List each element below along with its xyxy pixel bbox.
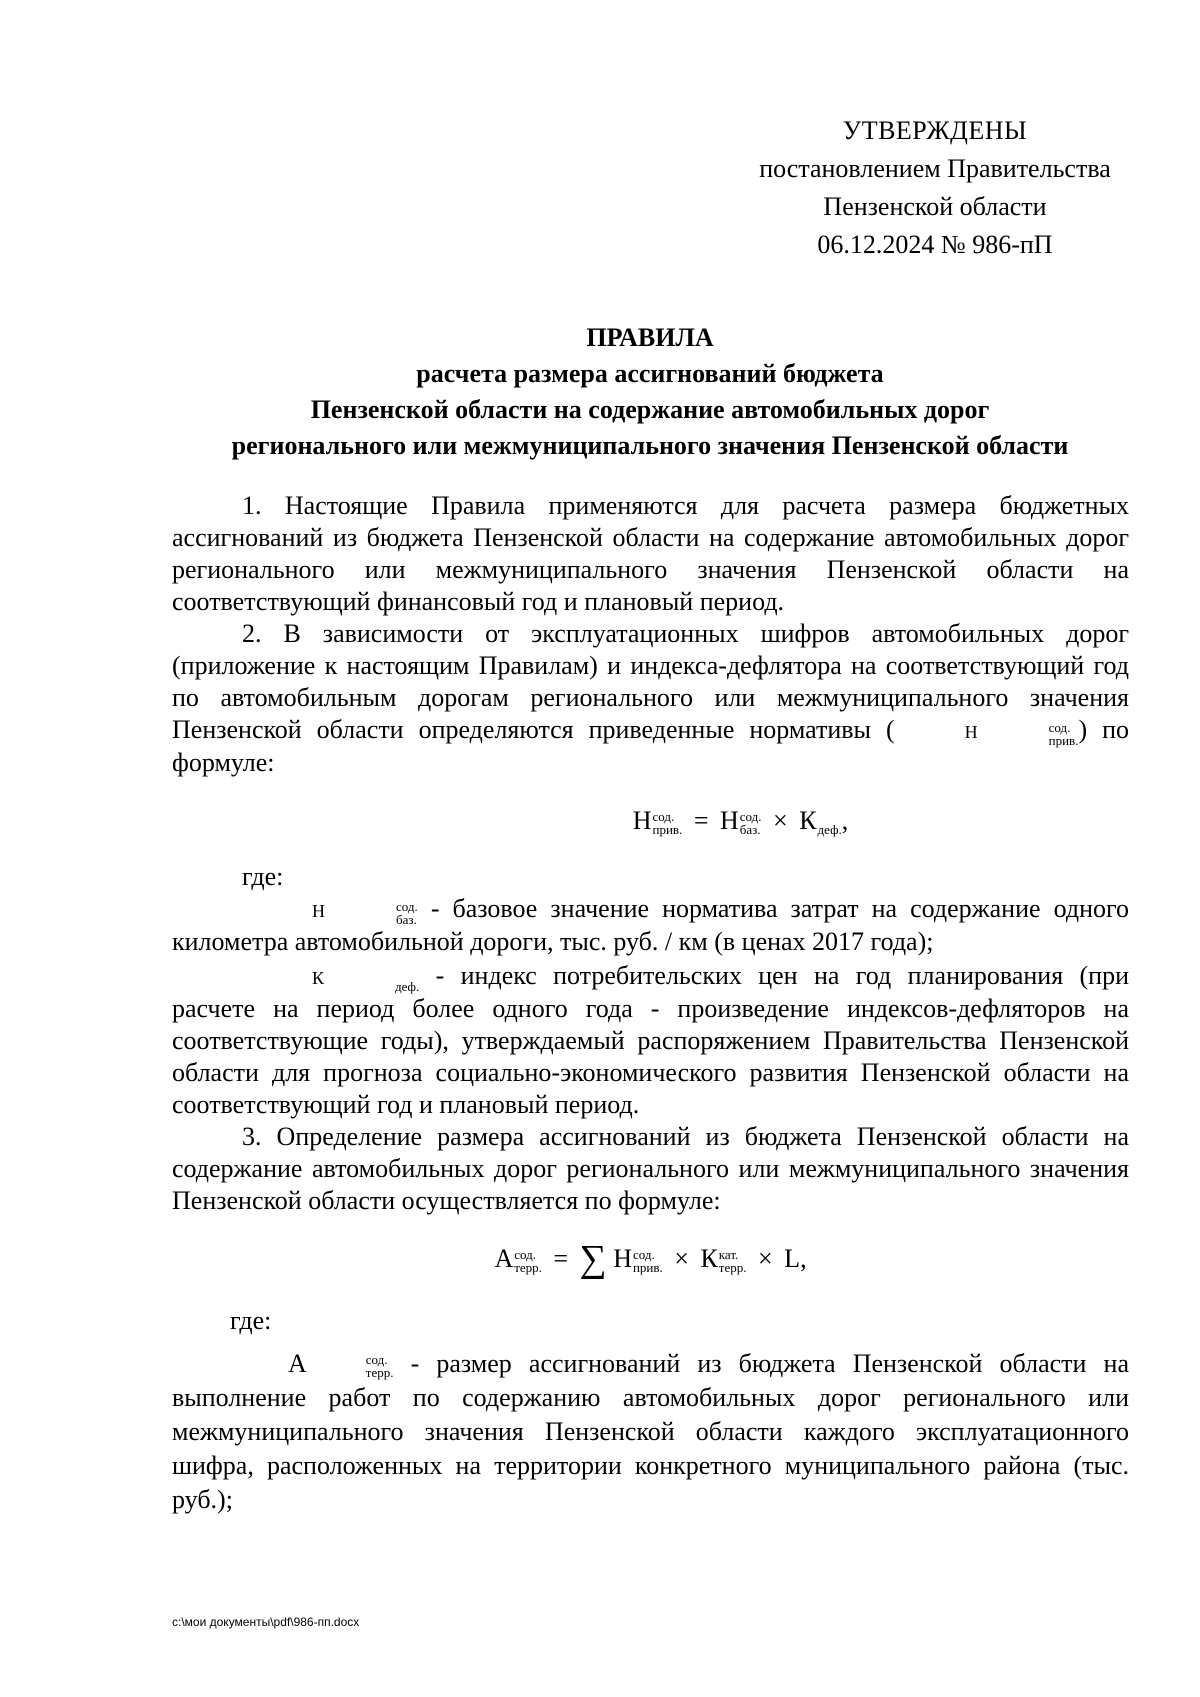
paragraph-2 [172,618,1129,779]
formula-a-terr [494,1243,542,1275]
symbol-indices [514,1248,542,1274]
formula-comma: , [841,805,849,835]
symbol-l: L [784,1243,801,1273]
formula-k-def [799,805,842,837]
times-sign: × [758,1243,773,1273]
definition-deflator-text: - индекс потребительских цен на год планирования (при расчете на период более одного года - произведение индексов-дефляторов на соответствующие годы), утверждаемый распоряжением Правительства Пензенской области для прогноза социально-экономического развития Пензенской области на соответствующий год и плановый период. [172,960,1130,1119]
index-priv: прив. [652,821,683,837]
index-priv: прив. [1048,732,1079,748]
title-line-2: расчета размера ассигнований бюджета [416,359,884,388]
symbol-k: К [799,805,817,835]
times-sign: × [674,1243,689,1273]
index-sod: сод. [365,1351,388,1367]
definition-base [172,893,1129,958]
formula-h-priv [613,1243,663,1275]
where-label-1: где: [242,861,284,891]
symbol-h: Н [632,805,652,835]
symbol-indices [325,967,419,993]
symbol-k: К [700,1243,718,1273]
paragraph-2-tail: ) по формуле: [172,715,1129,777]
symbol-indices [633,1248,663,1274]
index-def: деф. [395,978,420,994]
index-priv: прив. [632,1259,663,1275]
index-sod: сод. [514,1246,536,1262]
inline-symbol-a-terr [230,1348,394,1380]
index-baz: баз. [739,821,761,837]
file-path-footer: c:\мои документы\pdf\986-пп.docx [172,1615,360,1629]
formula-k-terr [700,1243,747,1275]
index-sod: сод. [396,898,418,914]
symbol-h: Н [312,900,325,921]
inline-symbol-k-def [242,965,419,993]
symbol-indices [818,810,842,836]
formula-assignment [172,1237,1129,1281]
title-line-4: регионального или межмуниципального значения Пензенской области [231,431,1069,460]
equals-sign: = [693,805,709,835]
approval-block [740,112,1130,264]
symbol-indices [326,900,418,926]
formula-normative [352,799,1129,843]
index-terr: терр. [718,1259,747,1275]
index-sod: сод. [652,808,675,824]
times-sign: × [773,805,788,835]
approval-line-3: 06.12.2024 № 986-пП [817,230,1053,259]
symbol-indices [653,810,683,836]
title-line-1: ПРАВИЛА [586,323,714,352]
formula-h-baz [719,805,762,837]
definition-assignment-text: - размер ассигнований из бюджета Пензенской области на выполнение работ по содержанию автомобильных дорог регионального или межмуниципального значения Пензенской области каждого эксплуатационного шифра, расположенных на территории конкретного муниципального района (тыс. руб.); [172,1348,1129,1514]
index-def: деф. [817,821,842,837]
approval-line-1: постановлением Правительства [759,154,1111,183]
symbol-indices [719,1248,747,1274]
inline-symbol-h-priv [895,719,1079,747]
index-terr: терр. [514,1259,542,1275]
symbol-indices [979,721,1079,747]
index-baz: баз. [396,911,417,927]
where-label-2: где: [230,1305,272,1335]
formula-comma: , [800,1243,807,1273]
index-sod: сод. [632,1246,655,1262]
definition-deflator [172,960,1129,1121]
definition-assignment [172,1347,1129,1517]
formula-h-priv [632,805,683,837]
paragraph-2-text: 2. В зависимости от эксплуатационных шифров автомобильных дорог (приложение к настоящим Правилам) и индекса-дефлятора на соответствующий год по автомобильным дорогам регионального или межмуниципального значения Пензенской области определяются приведенные нормативы ( [172,619,1129,744]
paragraph-3: 3. Определение размера ассигнований из бюджета Пензенской области на содержание автомобильных дорог регионального или межмуниципального значения Пензенской области осуществляется по формуле: [172,1121,1129,1215]
symbol-a: А [494,1243,514,1273]
document-title [170,320,1130,464]
symbol-indices [308,1353,394,1379]
approval-line-2: Пензенской области [823,192,1047,221]
symbol-h: Н [719,805,739,835]
symbol-h: Н [964,722,978,742]
symbol-indices [740,810,762,836]
index-kat: кат. [718,1246,739,1262]
definition-base-text: - базовое значение норматива затрат на содержание одного километра автомобильной дороги, тыс. руб. / км (в ценах 2017 года); [172,893,1129,956]
symbol-h: Н [613,1243,632,1273]
title-line-3: Пензенской области на содержание автомобильных дорог [310,395,990,424]
sum-sign: ∑ [579,1237,607,1280]
symbol-a: А [288,1348,307,1378]
symbol-k: К [312,967,325,988]
document-body [172,490,1129,1517]
paragraph-1: 1. Настоящие Правила применяются для расчета размера бюджетных ассигнований из бюджета Пензенской области на содержание автомобильных дорог регионального или межмуниципального значения Пензенской области на соответствующий финансовый год и плановый период. [172,491,1129,616]
inline-symbol-h-baz [242,898,418,926]
index-terr: терр. [365,1364,394,1380]
approval-heading: УТВЕРЖДЕНЫ [842,116,1028,145]
index-sod: сод. [739,808,762,824]
equals-sign: = [553,1243,569,1273]
index-sod: сод. [1048,719,1071,735]
